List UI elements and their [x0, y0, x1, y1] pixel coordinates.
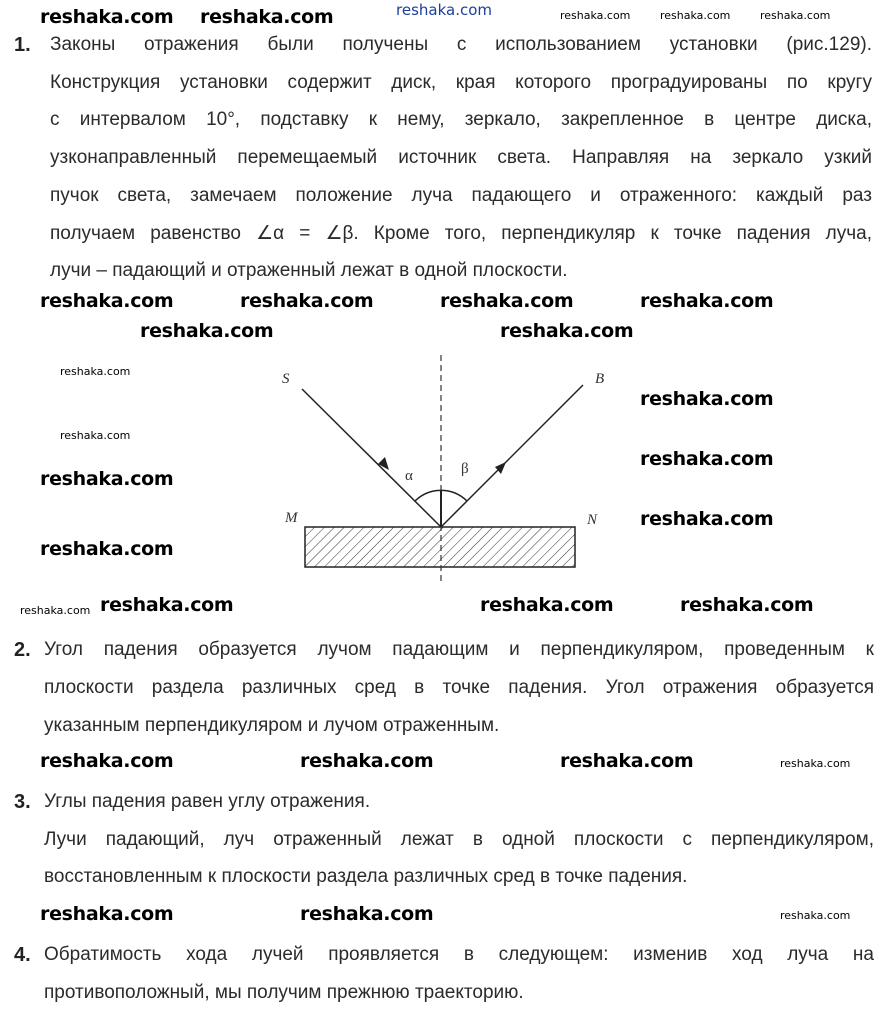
watermark: reshaka.com	[560, 9, 631, 22]
watermark: reshaka.com	[760, 9, 831, 22]
watermark: reshaka.com	[640, 388, 774, 410]
watermark: reshaka.com	[560, 750, 694, 772]
label-alpha: α	[405, 468, 413, 484]
reflected-ray	[441, 385, 583, 527]
watermark: reshaka.com	[300, 903, 434, 925]
watermark: reshaka.com	[240, 290, 374, 312]
item-4-line: Обратимость хода лучей проявляется в следующем: изменив ход луча на	[44, 944, 874, 965]
label-S: S	[282, 371, 290, 387]
item-3-line: восстановленным к плоскости раздела различных сред в точке падения.	[44, 866, 688, 887]
watermark: reshaka.com	[660, 9, 731, 22]
watermark: reshaka.com	[60, 365, 131, 378]
watermark: reshaka.com	[100, 594, 234, 616]
watermark: reshaka.com	[480, 594, 614, 616]
item-1-line: пучок света, замечаем положение луча падающего и отраженного: каждый раз	[50, 185, 872, 206]
item-1-line: узконаправленный перемещаемый источник света. Направляя на зеркало узкий	[50, 147, 872, 168]
watermark: reshaka.com	[40, 538, 174, 560]
item-4-line: противоположный, мы получим прежнюю траекторию.	[44, 982, 524, 1003]
watermark: reshaka.com	[500, 320, 634, 342]
item-1-line: получаем равенство ∠α = ∠β. Кроме того, перпендикуляр к точке падения луча,	[50, 223, 872, 244]
watermark: reshaka.com	[40, 903, 174, 925]
watermark: reshaka.com	[396, 1, 492, 19]
label-beta: β	[461, 461, 469, 477]
watermark: reshaka.com	[640, 508, 774, 530]
item-1-line: с интервалом 10°, подставку к нему, зеркало, закрепленное в центре диска,	[50, 109, 872, 130]
watermark: reshaka.com	[60, 429, 131, 442]
item-number-1: 1.	[14, 34, 31, 56]
watermark: reshaka.com	[640, 290, 774, 312]
watermark: reshaka.com	[40, 290, 174, 312]
label-N: N	[587, 512, 598, 528]
item-number-4: 4.	[14, 944, 31, 966]
item-2-line: Угол падения образуется лучом падающим и перпендикуляром, проведенным к	[44, 639, 874, 660]
item-1-line: Конструкция установки содержит диск, края которого проградуированы по кругу	[50, 72, 872, 93]
watermark: reshaka.com	[40, 6, 174, 28]
mirror	[305, 527, 575, 567]
item-2-line: указанным перпендикуляром и лучом отраженным.	[44, 715, 500, 736]
label-M: M	[285, 510, 298, 526]
item-number-3: 3.	[14, 791, 31, 813]
watermark: reshaka.com	[780, 909, 851, 922]
watermark: reshaka.com	[200, 6, 334, 28]
item-1-line: лучи – падающий и отраженный лежат в одной плоскости.	[50, 260, 568, 281]
item-3-line: Лучи падающий, луч отраженный лежат в одной плоскости с перпендикуляром,	[44, 829, 874, 850]
watermark: reshaka.com	[20, 604, 91, 617]
item-3-line: Углы падения равен углу отражения.	[44, 791, 371, 812]
incident-ray	[302, 389, 441, 527]
watermark: reshaka.com	[640, 448, 774, 470]
watermark: reshaka.com	[300, 750, 434, 772]
item-number-2: 2.	[14, 639, 31, 661]
watermark: reshaka.com	[140, 320, 274, 342]
item-2-line: плоскости раздела различных сред в точке падения. Угол отражения образуется	[44, 677, 874, 698]
item-1-line: Законы отражения были получены с использованием установки (рис.129).	[50, 34, 872, 55]
watermark: reshaka.com	[680, 594, 814, 616]
watermark: reshaka.com	[780, 757, 851, 770]
incident-arrow	[378, 457, 389, 470]
watermark: reshaka.com	[40, 468, 174, 490]
watermark: reshaka.com	[440, 290, 574, 312]
watermark: reshaka.com	[40, 750, 174, 772]
label-B: B	[595, 371, 605, 387]
